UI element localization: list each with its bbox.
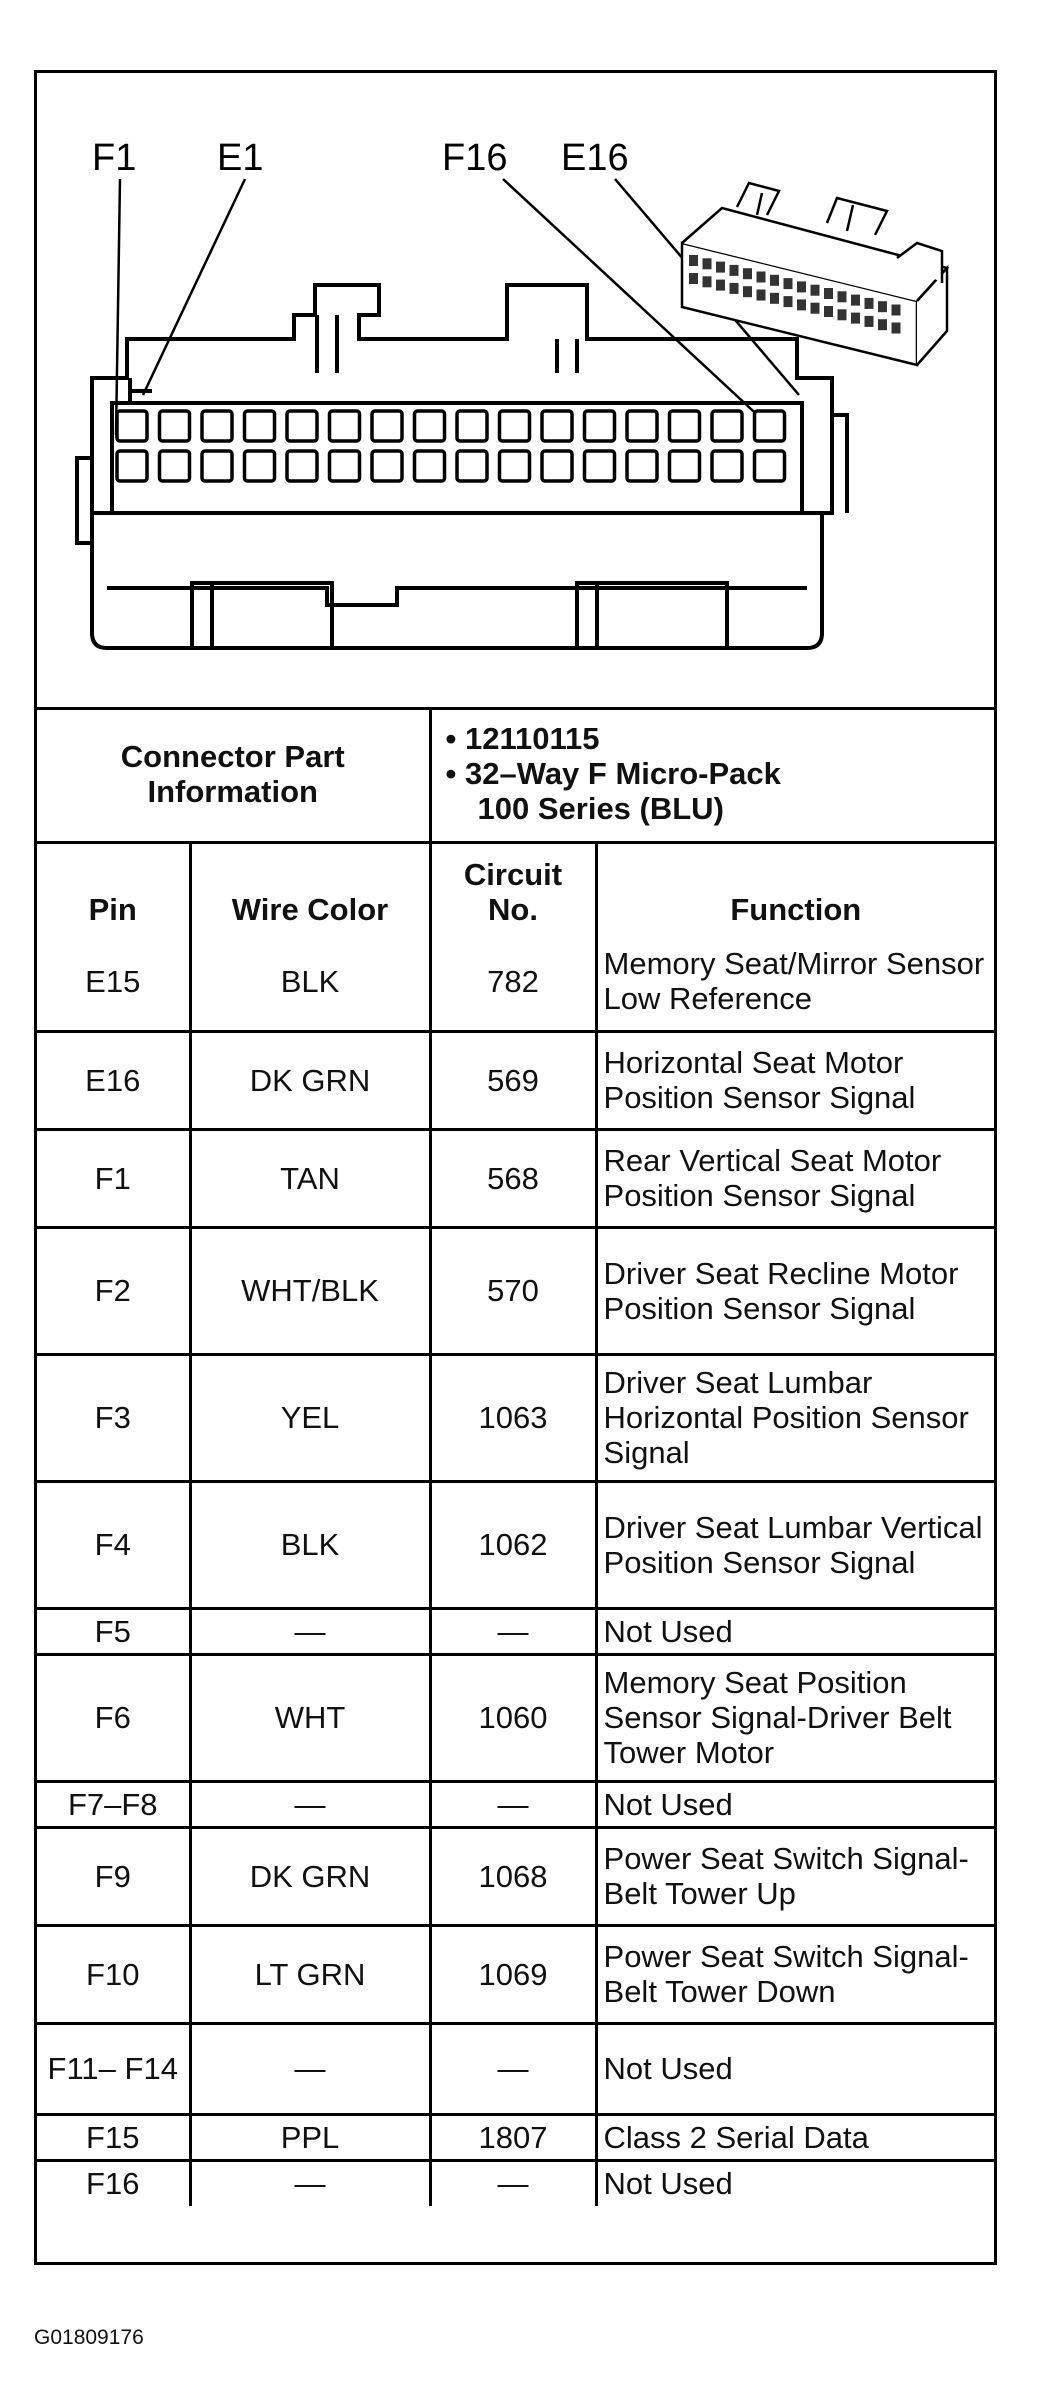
pin-cavity — [330, 411, 360, 441]
circuit-cell: — — [430, 2160, 596, 2206]
pin-cavity — [372, 411, 402, 441]
callout-e1: E1 — [217, 137, 264, 179]
wire-color-cell: LT GRN — [190, 1925, 430, 2023]
circuit-cell: 570 — [430, 1227, 596, 1354]
pin-cell: F11– F14 — [37, 2023, 190, 2114]
circuit-cell: — — [430, 1608, 596, 1654]
wire-color-cell: — — [190, 1608, 430, 1654]
pin-cavity — [755, 411, 785, 441]
perspective-pin — [716, 262, 725, 273]
perspective-pin — [824, 306, 833, 317]
pin-cell: F3 — [37, 1354, 190, 1481]
pin-rows — [37, 933, 994, 2206]
header-function: Function — [596, 842, 994, 933]
perspective-pin — [838, 309, 847, 320]
perspective-pin — [757, 290, 766, 301]
connector-pinout-table — [37, 707, 994, 2206]
table-header-row — [37, 842, 994, 933]
table-row — [37, 1925, 994, 2023]
pin-cavity — [457, 451, 487, 481]
function-cell: Memory Seat Position Sensor Signal-Driver Belt Tower Motor — [596, 1654, 994, 1781]
circuit-cell: 1063 — [430, 1354, 596, 1481]
circuit-cell: 1068 — [430, 1827, 596, 1925]
perspective-pin — [703, 276, 712, 287]
pin-cell: F9 — [37, 1827, 190, 1925]
pin-cell: E15 — [37, 933, 190, 1031]
perspective-pin — [892, 305, 901, 316]
perspective-pin — [865, 298, 874, 309]
pin-cell: F1 — [37, 1129, 190, 1227]
header-wire-color: Wire Color — [190, 842, 430, 933]
perspective-pin — [784, 278, 793, 289]
perspective-pin — [770, 275, 779, 286]
callout-f1: F1 — [92, 137, 137, 179]
circuit-cell: — — [430, 2023, 596, 2114]
circuit-cell: 568 — [430, 1129, 596, 1227]
perspective-pin — [797, 281, 806, 292]
pin-cavity — [415, 451, 445, 481]
table-row — [37, 1481, 994, 1608]
function-cell: Power Seat Switch Signal-Belt Tower Up — [596, 1827, 994, 1925]
wire-color-cell: WHT — [190, 1654, 430, 1781]
perspective-pin — [743, 286, 752, 297]
function-cell: Rear Vertical Seat Motor Position Sensor Signal — [596, 1129, 994, 1227]
wire-color-cell: DK GRN — [190, 1827, 430, 1925]
pin-cavity — [542, 411, 572, 441]
connector-part-info-values: • 12110115 • 32–Way F Micro-Pack 100 Series (BLU) — [430, 707, 994, 842]
pin-cavity — [755, 451, 785, 481]
pin-cavity — [245, 411, 275, 441]
wire-color-cell: — — [190, 2160, 430, 2206]
function-cell: Driver Seat Lumbar Vertical Position Sensor Signal — [596, 1481, 994, 1608]
pin-cavity — [585, 411, 615, 441]
pin-cavity — [712, 451, 742, 481]
function-cell: Not Used — [596, 1781, 994, 1827]
callout-f16: F16 — [442, 137, 508, 179]
table-row — [37, 1354, 994, 1481]
table-row — [37, 1827, 994, 1925]
wire-color-cell: BLK — [190, 933, 430, 1031]
figure-id: G01809176 — [34, 2326, 144, 2349]
pin-cavity — [330, 451, 360, 481]
pin-cavity — [245, 451, 275, 481]
perspective-pin — [757, 272, 766, 283]
table-row — [37, 1654, 994, 1781]
pin-cavity — [117, 451, 147, 481]
perspective-pin — [865, 316, 874, 327]
wire-color-cell: — — [190, 2023, 430, 2114]
pin-cavity — [117, 411, 147, 441]
function-cell: Memory Seat/Mirror Sensor Low Reference — [596, 933, 994, 1031]
function-cell: Not Used — [596, 1608, 994, 1654]
pin-cavity — [457, 411, 487, 441]
pin-cavity — [372, 451, 402, 481]
circuit-cell: 1060 — [430, 1654, 596, 1781]
perspective-pin — [878, 301, 887, 312]
wire-color-cell: BLK — [190, 1481, 430, 1608]
connector-description-line2: 100 Series (BLU) — [477, 791, 724, 827]
perspective-pin — [689, 273, 698, 284]
pin-cell: F5 — [37, 1608, 190, 1654]
pin-cell: F16 — [37, 2160, 190, 2206]
wire-color-cell: WHT/BLK — [190, 1227, 430, 1354]
perspective-pin — [743, 268, 752, 279]
pin-cavity — [287, 451, 317, 481]
pin-cavity — [585, 451, 615, 481]
perspective-pin — [851, 313, 860, 324]
perspective-pin — [851, 295, 860, 306]
pin-cavity — [627, 451, 657, 481]
function-cell: Class 2 Serial Data — [596, 2114, 994, 2160]
table-row — [37, 1781, 994, 1827]
table-row — [37, 1608, 994, 1654]
pin-cavity — [670, 411, 700, 441]
wire-color-cell: YEL — [190, 1354, 430, 1481]
pin-cavity — [160, 411, 190, 441]
pin-cavity — [500, 451, 530, 481]
table-row — [37, 1129, 994, 1227]
pin-cavities — [117, 411, 785, 481]
perspective-pin — [797, 299, 806, 310]
function-cell: Driver Seat Lumbar Horizontal Position Sensor Signal — [596, 1354, 994, 1481]
perspective-pin — [892, 323, 901, 334]
perspective-pin — [770, 293, 779, 304]
pin-cavity — [160, 451, 190, 481]
pin-cell: F10 — [37, 1925, 190, 2023]
wire-color-cell: DK GRN — [190, 1031, 430, 1129]
callout-e16: E16 — [561, 137, 629, 179]
part-number: 12110115 — [464, 721, 600, 757]
pin-cavity — [627, 411, 657, 441]
wire-color-cell: PPL — [190, 2114, 430, 2160]
header-circuit-no: Circuit No. — [430, 842, 596, 933]
circuit-cell: — — [430, 1781, 596, 1827]
perspective-pin — [784, 296, 793, 307]
function-cell: Not Used — [596, 2023, 994, 2114]
table-row — [37, 2114, 994, 2160]
table-row — [37, 933, 994, 1031]
connector-part-info-row — [37, 707, 994, 842]
wire-color-cell: TAN — [190, 1129, 430, 1227]
pin-cavity — [415, 411, 445, 441]
table-row — [37, 2160, 994, 2206]
function-cell: Power Seat Switch Signal-Belt Tower Down — [596, 1925, 994, 2023]
perspective-pin — [730, 265, 739, 276]
function-cell: Horizontal Seat Motor Position Sensor Signal — [596, 1031, 994, 1129]
pin-cavity — [542, 451, 572, 481]
connector-part-info-label: Connector Part Information — [37, 707, 430, 842]
function-cell: Not Used — [596, 2160, 994, 2206]
table-row — [37, 2023, 994, 2114]
perspective-pin — [689, 255, 698, 266]
perspective-pin — [838, 291, 847, 302]
pin-cell: F6 — [37, 1654, 190, 1781]
connector-face-diagram — [37, 73, 994, 707]
perspective-pin — [811, 303, 820, 314]
table-row — [37, 1031, 994, 1129]
perspective-pin — [811, 285, 820, 296]
pin-cavity — [500, 411, 530, 441]
pin-cavity — [202, 451, 232, 481]
wire-color-cell: — — [190, 1781, 430, 1827]
header-pin: Pin — [37, 842, 190, 933]
circuit-cell: 782 — [430, 933, 596, 1031]
pin-cavity — [202, 411, 232, 441]
circuit-cell: 569 — [430, 1031, 596, 1129]
perspective-pin — [703, 258, 712, 269]
pin-cell: F4 — [37, 1481, 190, 1608]
pin-cell: F15 — [37, 2114, 190, 2160]
pin-cavity — [712, 411, 742, 441]
function-cell: Driver Seat Recline Motor Position Sensor Signal — [596, 1227, 994, 1354]
pin-cell: F2 — [37, 1227, 190, 1354]
perspective-pin — [878, 319, 887, 330]
connector-diagram-panel — [37, 73, 994, 710]
perspective-pin — [730, 283, 739, 294]
circuit-cell: 1062 — [430, 1481, 596, 1608]
pin-cell: F7–F8 — [37, 1781, 190, 1827]
perspective-pin — [824, 288, 833, 299]
pin-cavity — [670, 451, 700, 481]
circuit-cell: 1069 — [430, 1925, 596, 2023]
pin-cell: E16 — [37, 1031, 190, 1129]
pin-cavity — [287, 411, 317, 441]
pinout-sheet — [34, 70, 997, 2265]
table-row — [37, 1227, 994, 1354]
perspective-pin — [716, 280, 725, 291]
circuit-cell: 1807 — [430, 2114, 596, 2160]
connector-description-line1: 32–Way F Micro-Pack — [464, 756, 781, 792]
